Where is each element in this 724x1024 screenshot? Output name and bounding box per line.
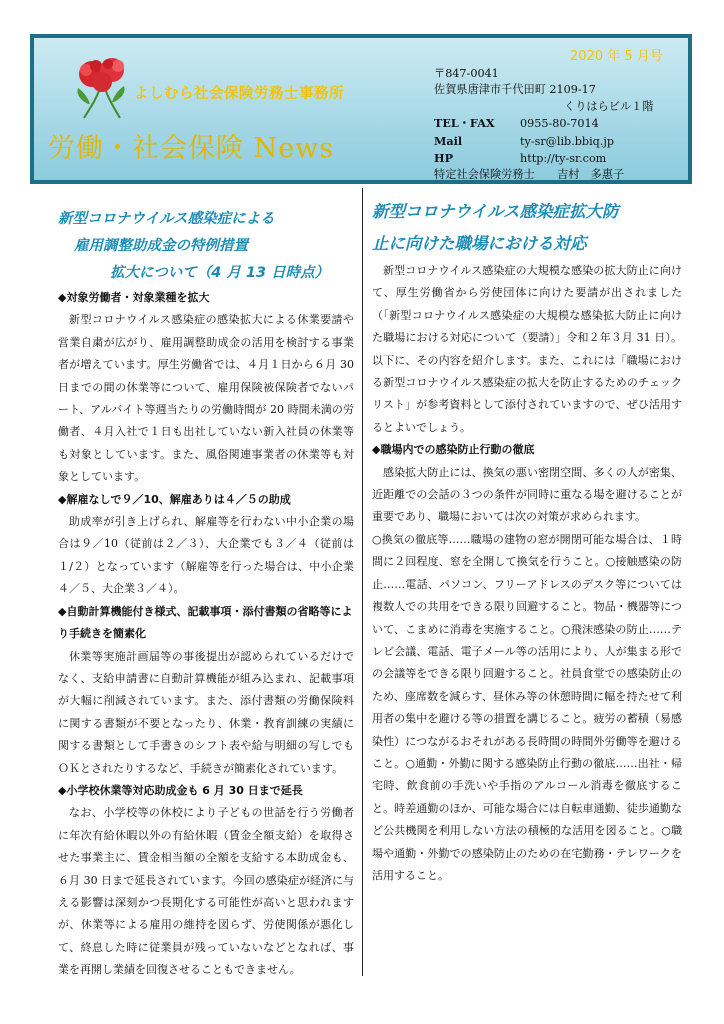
right-article [372, 196, 682, 887]
office-name: よしむら社会保険労務士事務所 [134, 86, 344, 102]
right-title-line-2: 止に向けた職場における対応 [372, 234, 587, 253]
carnation-flower-icon [66, 48, 136, 120]
left-section-2-heading: ◆解雇なしで９／10、解雇ありは４／５の助成 [58, 492, 291, 506]
tel-row [434, 115, 654, 132]
left-section-4-heading: ◆小学校休業等対応助成金も 6 月 30 日まで延長 [58, 783, 303, 797]
left-title-line-2: 雇用調整助成金の特例措置 [74, 238, 248, 254]
right-section-1-items: ○換気の徹底等……職場の建物の窓が開閉可能な場合は、１時間に２回程度、窓を全開して換気を行うこと。○接触感染の防止……電話、パソコン、フリーアドレスのデスク等については複数人での共用をできる限り回避すること。物品・機器等について、こまめに消毒を実施すること。○飛沫感染の防止……テレビ会議、電話、電子メール等の活用により、人が集まる形での会議等をできる限り回避すること。社員食堂での感染防止のため、座席数を減らす、昼休み等の休憩時間に幅を持たせて利用者の集中を避ける等の措置を講じること。疲労の蓄積（易感染性）につながるおそれがある長時間の時間外労働等を避けること。○通勤・外勤に関する感染防止行動の徹底……出社・帰宅時、飲食前の手洗いや手指のアルコール消毒を徹底すること。時差通勤のほか、可能な場合には自転車通勤、徒歩通勤など公共機関を利用しない方法の積極的な活用を図ること。○職場や通勤・外勤での感染防止のための在宅勤務・テレワークを活用すること。 [372, 532, 682, 882]
newsletter-header [30, 34, 692, 184]
hp-value[interactable]: http://ty-sr.com [520, 152, 607, 166]
left-section-4-body: なお、小学校等の休校により子どもの世話を行う労働者に年次有給休暇以外の有給休暇（賃金全額支給）を取得させた事業主に、賃金相当額の全額を支給する本助成金も、６月 30 日まで延長されています。今回の感染症が経済に与える影響は深刻かつ長期化する可能性が高いと思われますが、休業等による雇用の維持を図らず、労使関係が悪化して、終息した時に従業員が残っていないなどとなれば、事業を再開し業績を回復させることもできません。 [58, 806, 354, 977]
contact-block [434, 66, 654, 184]
left-section-2-body: 助成率が引き上げられ、解雇等を行わない中小企業の場合は９／10（従前は２／３）、大企業でも３／４（従前は１/２）となっています（解雇等を行った場合は、中小企業４／５、大企業３／４）。 [58, 515, 354, 596]
column-divider [362, 188, 363, 976]
left-title-line-3: 拡大について（4 月 13 日時点） [110, 265, 330, 281]
left-section-3-heading: ◆自動計算機能付き様式、記載事項・添付書類の省略等により手続きを簡素化 [58, 604, 353, 641]
left-article [58, 206, 354, 982]
right-section-1-body: 感染拡大防止には、換気の悪い密閉空間、多くの人が密集、近距離での会話の３つの条件が同時に重なる場を避けることが重要であり、職場においては次の対策が求められます。 [372, 465, 682, 524]
left-section-1-heading: ◆対象労働者・対象業種を拡大 [58, 291, 210, 304]
right-section-1-heading: ◆職場内での感染防止行動の徹底 [372, 443, 535, 457]
postal-code: 〒847-0041 [434, 67, 499, 80]
mail-label: Mail [434, 133, 463, 148]
address-line-2: くりはらビル１階 [564, 99, 654, 113]
hp-label: HP [434, 151, 453, 166]
tel-label: TEL・FAX [434, 116, 495, 131]
address-line-1: 佐賀県唐津市千代田町 2109-17 [434, 83, 596, 97]
left-title-line-1: 新型コロナウイルス感染症による [58, 211, 275, 227]
newsletter-logo: 労働・社会保険 News [48, 133, 335, 164]
mail-value[interactable]: ty-sr@lib.bbiq.jp [520, 134, 614, 148]
mail-row [434, 133, 654, 150]
left-section-1-body: 新型コロナウイルス感染症の感染拡大による休業要請や営業自粛が広がり、雇用調整助成金の活用を検討する事業者が増えています。厚生労働省では、４月１日から６月 30 日までの間の休業等について、雇用保険被保険者でないパート、アルバイト等週当たりの労働時間が 20 時間未満の労働者、４月入社で１日も出社していない新入社員の休業等も対象としています。また、風俗関連事業者の休業等も対象としています。 [58, 313, 354, 484]
tel-value: 0955-80-7014 [520, 117, 599, 131]
right-intro-body: 新型コロナウイルス感染症の大規模な感染の拡大防止に向けて、厚生労働省から労使団体に向けた要請が出されました（「新型コロナウイルス感染症の大規模な感染拡大防止に向けた職場における対応について（要請）」令和２年３月 31 日）。以下に、その内容を紹介します。また、これには「職場における新型コロナウイルス感染症の拡大を防止するためのチェックリスト」が参考資料として添付されていますので、ぜひ活用するとよいでしょう。 [372, 264, 682, 434]
hp-row [434, 150, 654, 167]
left-section-3-body: 休業等実施計画届等の事後提出が認められているだけでなく、支給申請書に自動計算機能が組み込まれ、記載事項が大幅に削減されています。また、添付書類の労働保険料に関する書類が不要となったり、休業・教育訓練の実績に関する書類として手書きのシフト表や給与明細の写しでもＯＫとされたりするなど、手続きが簡素化されています。 [58, 649, 354, 775]
right-title-line-1: 新型コロナウイルス感染症拡大防 [372, 202, 619, 221]
issue-date: 2020 年 5 月号 [570, 49, 663, 64]
author-title: 特定社会保険労務士 吉村 多惠子 [434, 168, 625, 182]
